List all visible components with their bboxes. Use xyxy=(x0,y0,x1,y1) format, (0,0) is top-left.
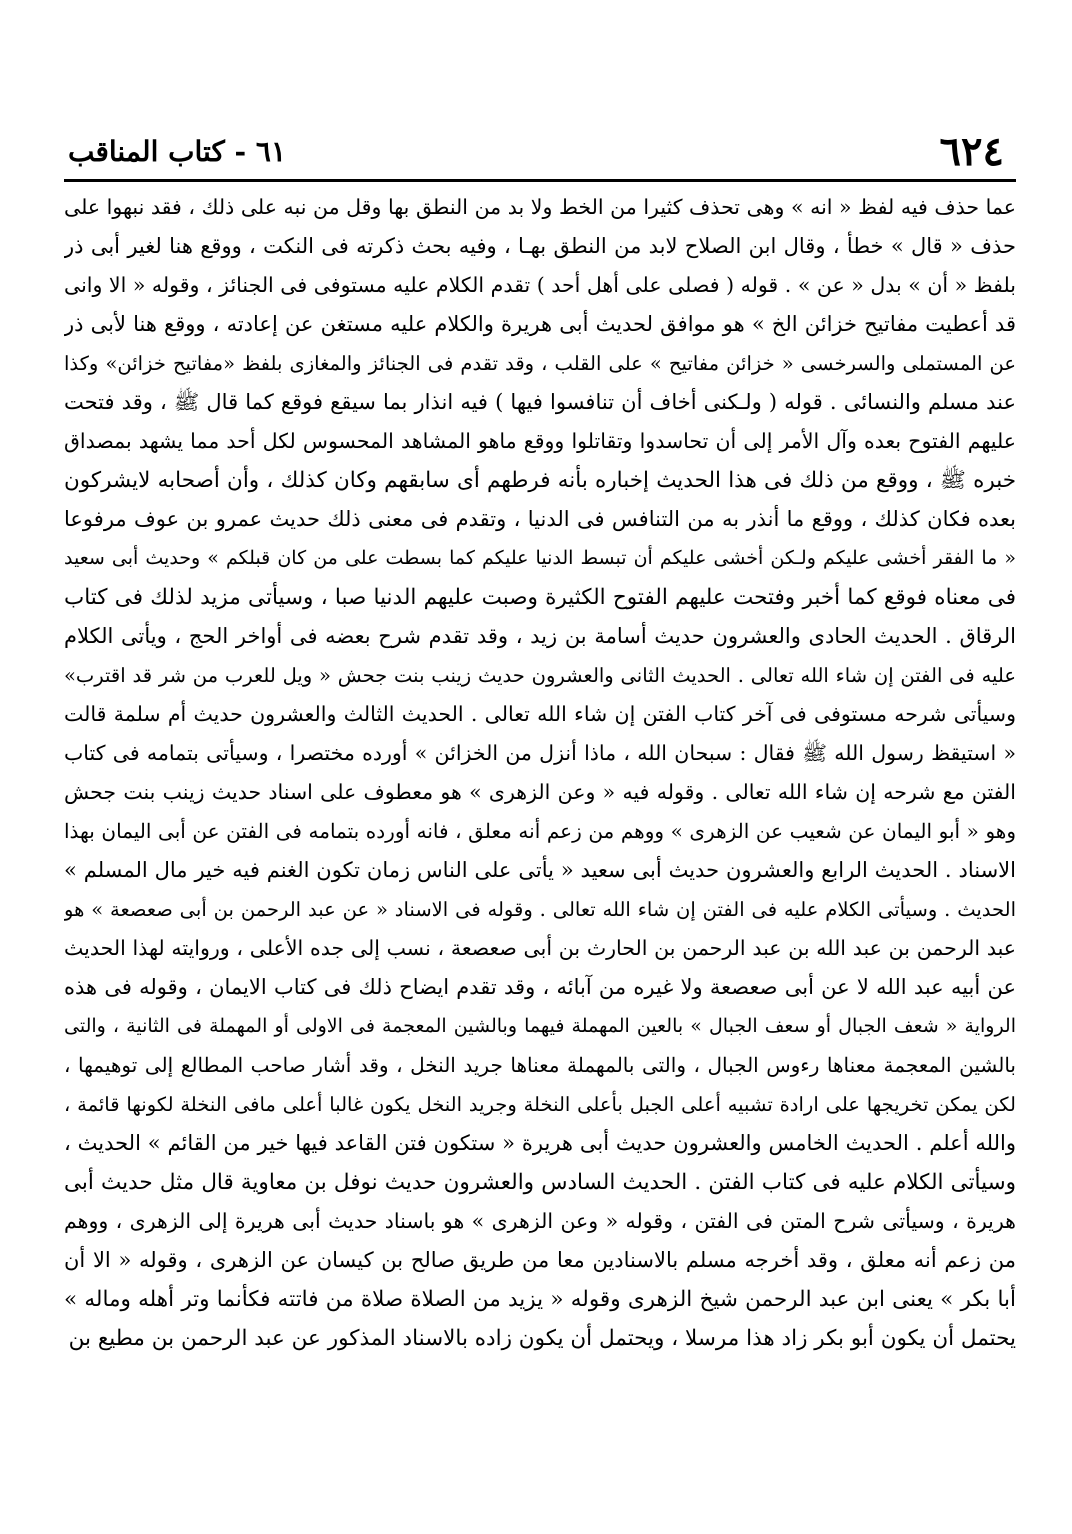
text-line: عبد الرحمن بن عبد الله بن عبد الرحمن بن الحارث بن أبى صعصعة ، نسب إلى جده الأعلى ، وروايته لهذا الحديث xyxy=(64,936,1016,960)
text-line: يحتمل أن يكون أبو بكر زاد هذا مرسلا ، ويحتمل أن يكون زاده بالاسناد المذكور عن عبد الرحمن بن مطيع بن xyxy=(68,1326,1016,1351)
text-line: الحديث . وسيأتى الكلام عليه فى الفتن إن شاء الله تعالى . وقوله فى الاسناد « عن عبد الرحمن بن أبى صعصعة » هو xyxy=(64,898,1016,921)
text-line: عن أبيه عبد الله لا عن أبى صعصعة ولا غيره من آبائه ، وقد تقدم ايضاح ذلك فى كتاب الايمان ، وقوله فى هذه xyxy=(64,975,1016,999)
text-line: « استيقظ رسول الله ﷺ فقال : سبحان الله ، ماذا أنزل من الخزائن » أورده مختصرا ، وسيأتى بتمامه فى كتاب xyxy=(64,741,1016,765)
text-line: وسيأتى شرحه مستوفى فى آخر كتاب الفتن إن شاء الله تعالى . الحديث الثالث والعشرون حديث أم سلمة قالت xyxy=(64,702,1016,726)
text-line: عليه فى الفتن إن شاء الله تعالى . الحديث الثانى والعشرون حديث زينب بنت جحش « ويل للعرب من شر قد اقترب» xyxy=(64,664,1016,687)
page-header xyxy=(64,128,1014,176)
text-line: الاسناد . الحديث الرابع والعشرون حديث أبى سعيد « يأتى على الناس زمان تكون الغنم فيه خير مال المسلم » xyxy=(64,858,1016,882)
text-line: بالشين المعجمة معناها رءوس الجبال ، والتى بالمهملة معناها جريد النخل ، وقد أشار صاحب المطالع إلى توهيمها ، xyxy=(64,1053,1016,1077)
text-line: وسيأتى الكلام عليه فى كتاب الفتن . الحديث السادس والعشرون حديث نوفل بن معاوية قال مثل حديث أبى xyxy=(64,1170,1016,1195)
text-line: بعده فكان كذلك ، ووقع ما أنذر به من التنافس فى الدنيا ، وتقدم فى معنى ذلك حديث عمرو بن عوف مرفوعا xyxy=(64,507,1016,531)
text-line: والله أعلم . الحديث الخامس والعشرون حديث أبى هريرة « ستكون فتن القاعد فيها خير من القائم » الحديث ، xyxy=(64,1131,1016,1155)
text-line: الفتن مع شرحه إن شاء الله تعالى . وقوله فيه « وعن الزهرى » هو معطوف على اسناد حديث زينب بنت جحش xyxy=(64,780,1016,804)
page-number: ٦٢٤ xyxy=(939,128,1004,175)
running-title: ٦١ - كتاب المناقب xyxy=(68,135,286,168)
text-line: وهو « أبو اليمان عن شعيب عن الزهرى » ووهم من زعم أنه معلق ، فانه أورده بتمامه فى الفتن عن أبى اليمان بهذا xyxy=(64,819,1016,843)
text-line: « ما الفقر أخشى عليكم ولـكن أخشى عليكم أن تبسط الدنيا عليكم كما بسطت على من كان قبلكم » وحديث أبى سعيد xyxy=(64,547,1016,569)
header-divider xyxy=(64,179,1016,182)
text-line: عن المستملى والسرخسى « خزائن مفاتيح » على القلب ، وقد تقدم فى الجنائز والمغازى بلفظ «مفاتيح خزائن» وكذا xyxy=(64,352,1016,375)
text-line: هريرة ، وسيأتى شرح المتن فى الفتن ، وقوله « وعن الزهرى » هو باسناد حديث أبى هريرة إلى الزهرى ، ووهم xyxy=(64,1209,1016,1233)
text-line: بلفظ « أن » بدل « عن » . قوله ( فصلى على أهل أحد ) تقدم الكلام عليه مستوفى فى الجنائز ، وقوله « الا وانى xyxy=(64,273,1016,297)
text-line: الرقاق . الحديث الحادى والعشرون حديث أسامة بن زيد ، وقد تقدم شرح بعضه فى أواخر الحج ، ويأتى الكلام xyxy=(64,624,1016,648)
text-line: عند مسلم والنسائى . قوله ( ولـكنى أخاف أن تنافسوا فيها ) فيه انذار بما سيقع فوقع كما قال ﷺ ، وقد فتحت xyxy=(64,390,1016,414)
text-line: أبا بكر » يعنى ابن عبد الرحمن شيخ الزهرى وقوله « يزيد من الصلاة صلاة من فاتته فكأنما وتر أهله وماله » xyxy=(64,1287,1016,1312)
body-text xyxy=(64,188,1016,1358)
text-line: حذف « قال » خطأ ، وقال ابن الصلاح لابد من النطق بهـا ، وفيه بحث ذكرته فى النكت ، ووقع هنا لغير أبى ذر xyxy=(64,234,1016,258)
text-line: عليهم الفتوح بعده وآل الأمر إلى أن تحاسدوا وتقاتلوا ووقع ماهو المشاهد المحسوس لكل أحد مما يشهد بمصداق xyxy=(64,429,1016,453)
text-line: من زعم أنه معلق ، وقد أخرجه مسلم بالاسنادين معا من طريق صالح بن كيسان عن الزهرى ، وقوله « الا أن xyxy=(64,1248,1016,1272)
text-line: فى معناه فوقع كما أخبر وفتحت عليهم الفتوح الكثيرة وصبت عليهم الدنيا صبا ، وسيأتى مزيد لذلك فى كتاب xyxy=(64,585,1016,610)
text-line: عما حذف فيه لفظ « انه » وهى تحذف كثيرا من الخط ولا بد من النطق بها وقل من نبه على ذلك ، فقد نبهوا على xyxy=(64,195,1016,219)
text-line: قد أعطيت مفاتيح خزائن الخ » هو موافق لحديث أبى هريرة والكلام عليه مستغن عن إعادته ، ووقع هنا لأبى ذر xyxy=(64,312,1016,336)
text-line: لكن يمكن تخريجها على ارادة تشبيه أعلى الجبل بأعلى النخلة وجريد النخل يكون غالبا أعلى مافى النخلة لكونها قائمة ، xyxy=(64,1093,1016,1116)
text-line: الرواية « شعف الجبال أو سعف الجبال » بالعين المهملة فيهما وبالشين المعجمة فى الاولى أو المهملة فى الثانية ، والتى xyxy=(64,1015,1016,1037)
text-line: خبره ﷺ ، ووقع من ذلك فى هذا الحديث إخباره بأنه فرطهم أى سابقهم وكان كذلك ، وأن أصحابه لايشركون xyxy=(64,468,1016,493)
